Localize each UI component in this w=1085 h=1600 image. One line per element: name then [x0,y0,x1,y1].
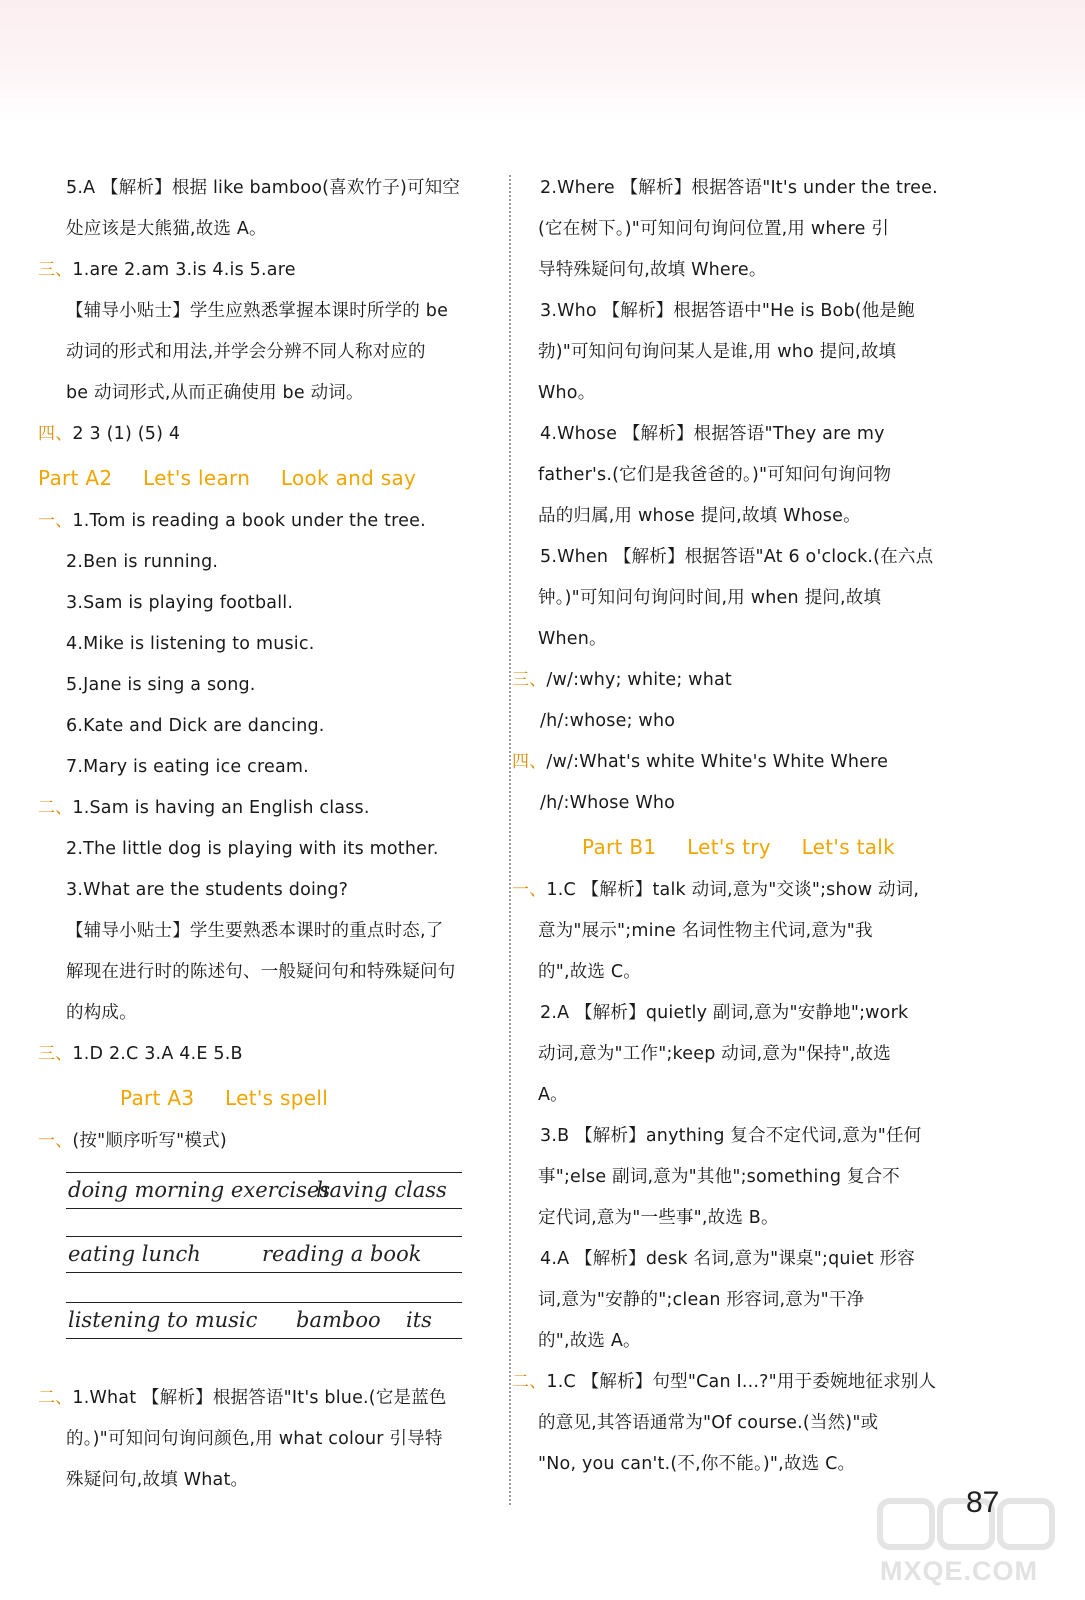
answer-text: /h/:Whose Who [540,793,676,813]
answer-text: 殊疑问句,故填 What。 [66,1470,249,1490]
handwritten-answer: reading a book [262,1242,422,1266]
answer-text: 解现在进行时的陈述句、一般疑问句和特殊疑问句 [66,962,456,982]
answer-text: 的意见,其答语通常为"Of course.(当然)"或 [538,1413,879,1433]
right-column [512,168,982,1485]
question-number-marker: 一、 [38,511,73,531]
answer-line [38,1460,500,1501]
answer-line [38,583,500,624]
question-number-marker: 二、 [38,1388,73,1408]
ruled-line [66,1302,462,1303]
answer-line [38,624,500,665]
answer-text: 3.Who 【解析】根据答语中"He is Bob(他是鲍 [540,301,915,321]
answer-line [38,706,500,747]
handwriting-dictation-area [66,1170,462,1374]
answer-line [38,1121,500,1162]
handwritten-answer: doing morning exercises [68,1178,331,1202]
answer-text: 5.Jane is sing a song. [66,675,256,695]
answer-text: 动词,意为"工作";keep 动词,意为"保持",故选 [538,1044,891,1064]
question-number-marker: 三、 [38,260,73,280]
answer-line [512,1198,982,1239]
answer-line [512,993,982,1034]
answer-line [512,660,982,701]
ruled-line [66,1172,462,1173]
answer-text: 1.What 【解析】根据答语"It's blue.(它是蓝色 [72,1388,447,1408]
answer-text: 2.Where 【解析】根据答语"It's under the tree. [540,178,938,198]
handwritten-answer: its [406,1308,432,1332]
heading-part: Part A3 [120,1086,195,1110]
answer-text: 2.A 【解析】quietly 副词,意为"安静地";work [540,1003,909,1023]
answer-line [512,1280,982,1321]
answer-line [512,537,982,578]
answer-line [512,1116,982,1157]
answer-line [38,1034,500,1075]
answer-text: 2.The little dog is playing with its mother. [66,839,439,859]
question-number-marker: 一、 [38,1131,73,1151]
section-heading-part-a3 [38,1075,500,1121]
answer-line [512,701,982,742]
answer-line [512,1321,982,1362]
answer-text: 意为"展示";mine 名词性物主代词,意为"我 [538,921,873,941]
answer-line [512,578,982,619]
answer-line [512,952,982,993]
answer-text: 1.D 2.C 3.A 4.E 5.B [72,1044,243,1064]
answer-text: 1.are 2.am 3.is 4.is 5.are [72,260,296,280]
answer-text: 4.Whose 【解析】根据答语"They are my [540,424,885,444]
handwritten-answer: listening to music [68,1308,258,1332]
answer-text: 词,意为"安静的";clean 形容词,意为"干净 [538,1290,865,1310]
answer-line [38,870,500,911]
answer-text: 3.What are the students doing? [66,880,349,900]
ruled-line [66,1338,462,1339]
heading-lesson-1: Let's spell [225,1086,329,1110]
answer-line [38,291,500,332]
answer-text: 的。)"可知问句询问颜色,用 what colour 引导特 [66,1429,443,1449]
answer-text: (它在树下。)"可知问句询问位置,用 where 引 [538,219,890,239]
watermark-text: MXQE.COM [880,1556,1039,1586]
answer-line [38,1378,500,1419]
question-number-marker: 一、 [512,880,547,900]
question-number-marker: 四、 [512,752,547,772]
ruled-line [66,1236,462,1237]
answer-line [512,783,982,824]
handwritten-answer: having class [316,1178,447,1202]
answer-line [38,665,500,706]
answer-line [38,747,500,788]
answer-text: 5.A 【解析】根据 like bamboo(喜欢竹子)可知空 [66,178,461,198]
answer-text: 【辅导小贴士】学生要熟悉本课时的重点时态,了 [66,921,444,941]
answer-text: 2.Ben is running. [66,552,219,572]
answer-line [38,209,500,250]
answer-line [512,911,982,952]
answer-text: be 动词形式,从而正确使用 be 动词。 [66,383,364,403]
answer-text: A。 [538,1085,568,1105]
answer-text: 1.Tom is reading a book under the tree. [72,511,426,531]
column-divider [509,175,511,1505]
answer-line [512,1239,982,1280]
ruled-line [66,1272,462,1273]
answer-line [38,829,500,870]
question-number-marker: 三、 [38,1044,73,1064]
answer-line [512,742,982,783]
answer-line [512,1403,982,1444]
answer-line [38,788,500,829]
answer-line [38,373,500,414]
answer-text: 定代词,意为"一些事",故选 B。 [538,1208,779,1228]
answer-text: 3.B 【解析】anything 复合不定代词,意为"任何 [540,1126,922,1146]
answer-line [512,455,982,496]
answer-text: 1.C 【解析】句型"Can I...?"用于委婉地征求别人 [546,1372,937,1392]
answer-line [38,993,500,1034]
answer-text: father's.(它们是我爸爸的。)"可知问句询问物 [538,465,892,485]
answer-text: 1.Sam is having an English class. [72,798,370,818]
answer-text: 动词的形式和用法,并学会分辨不同人称对应的 [66,342,426,362]
answer-line [512,1362,982,1403]
answer-text: 2 3 (1) (5) 4 [72,424,181,444]
answer-line [512,1075,982,1116]
answer-line [38,542,500,583]
answer-text: 【辅导小贴士】学生应熟悉掌握本课时所学的 be [66,301,449,321]
answer-line [512,414,982,455]
handwritten-answer: eating lunch [68,1242,201,1266]
answer-text: When。 [538,629,607,649]
question-number-marker: 二、 [512,1372,547,1392]
answer-line [512,332,982,373]
answer-line [512,373,982,414]
ruled-line [66,1208,462,1209]
answer-text: 7.Mary is eating ice cream. [66,757,309,777]
heading-lesson-1: Let's learn [143,466,251,490]
answer-text: 5.When 【解析】根据答语"At 6 o'clock.(在六点 [540,547,934,567]
heading-part: Part B1 [582,835,657,859]
section-heading-part-b1 [512,824,982,870]
heading-part: Part A2 [38,466,113,490]
answer-line [38,414,500,455]
answer-line [38,168,500,209]
answer-text: 的",故选 C。 [538,962,641,982]
answer-text: (按"顺序听写"模式) [72,1131,227,1151]
answer-text: "No, you can't.(不,你不能。)",故选 C。 [538,1454,856,1474]
answer-text: 6.Kate and Dick are dancing. [66,716,325,736]
answer-text: 4.Mike is listening to music. [66,634,315,654]
answer-line [38,1419,500,1460]
answer-line [512,250,982,291]
answer-text: 3.Sam is playing football. [66,593,294,613]
answer-line [512,291,982,332]
answer-line [512,496,982,537]
answer-line [512,209,982,250]
answer-text: 的构成。 [66,1003,137,1023]
answer-text: 导特殊疑问句,故填 Where。 [538,260,767,280]
heading-lesson-2: Let's talk [801,835,896,859]
question-number-marker: 四、 [38,424,73,444]
answer-line [38,952,500,993]
answer-text: 4.A 【解析】desk 名词,意为"课桌";quiet 形容 [540,1249,915,1269]
answer-line [512,619,982,660]
answer-line [38,911,500,952]
answer-line [38,501,500,542]
answer-text: 品的归属,用 whose 提问,故填 Whose。 [538,506,861,526]
answer-text: /w/:What's white White's White Where [546,752,889,772]
section-heading-part-a2 [38,455,500,501]
heading-lesson-1: Let's try [687,835,771,859]
answer-line [512,870,982,911]
answer-text: /w/:why; white; what [546,670,732,690]
answer-text: /h/:whose; who [540,711,676,731]
answer-line [512,168,982,209]
answer-text: 处应该是大熊猫,故选 A。 [66,219,267,239]
left-column [38,168,500,1501]
answer-text: 勃)"可知问句询问某人是谁,用 who 提问,故填 [538,342,897,362]
question-number-marker: 二、 [38,798,73,818]
handwritten-answer: bamboo [296,1308,381,1332]
answer-line [512,1444,982,1485]
answer-line [512,1157,982,1198]
answer-line [38,332,500,373]
question-number-marker: 三、 [512,670,547,690]
answer-line [512,1034,982,1075]
answer-text: 钟。)"可知问句询问时间,用 when 提问,故填 [538,588,882,608]
answer-text: 的",故选 A。 [538,1331,641,1351]
header-decoration-band [0,0,1085,122]
answer-text: Who。 [538,383,596,403]
page-number: 87 [966,1486,1000,1519]
heading-lesson-2: Look and say [280,466,417,490]
answer-text: 1.C 【解析】talk 动词,意为"交谈";show 动词, [546,880,920,900]
answer-text: 事";else 副词,意为"其他";something 复合不 [538,1167,900,1187]
answer-line [38,250,500,291]
